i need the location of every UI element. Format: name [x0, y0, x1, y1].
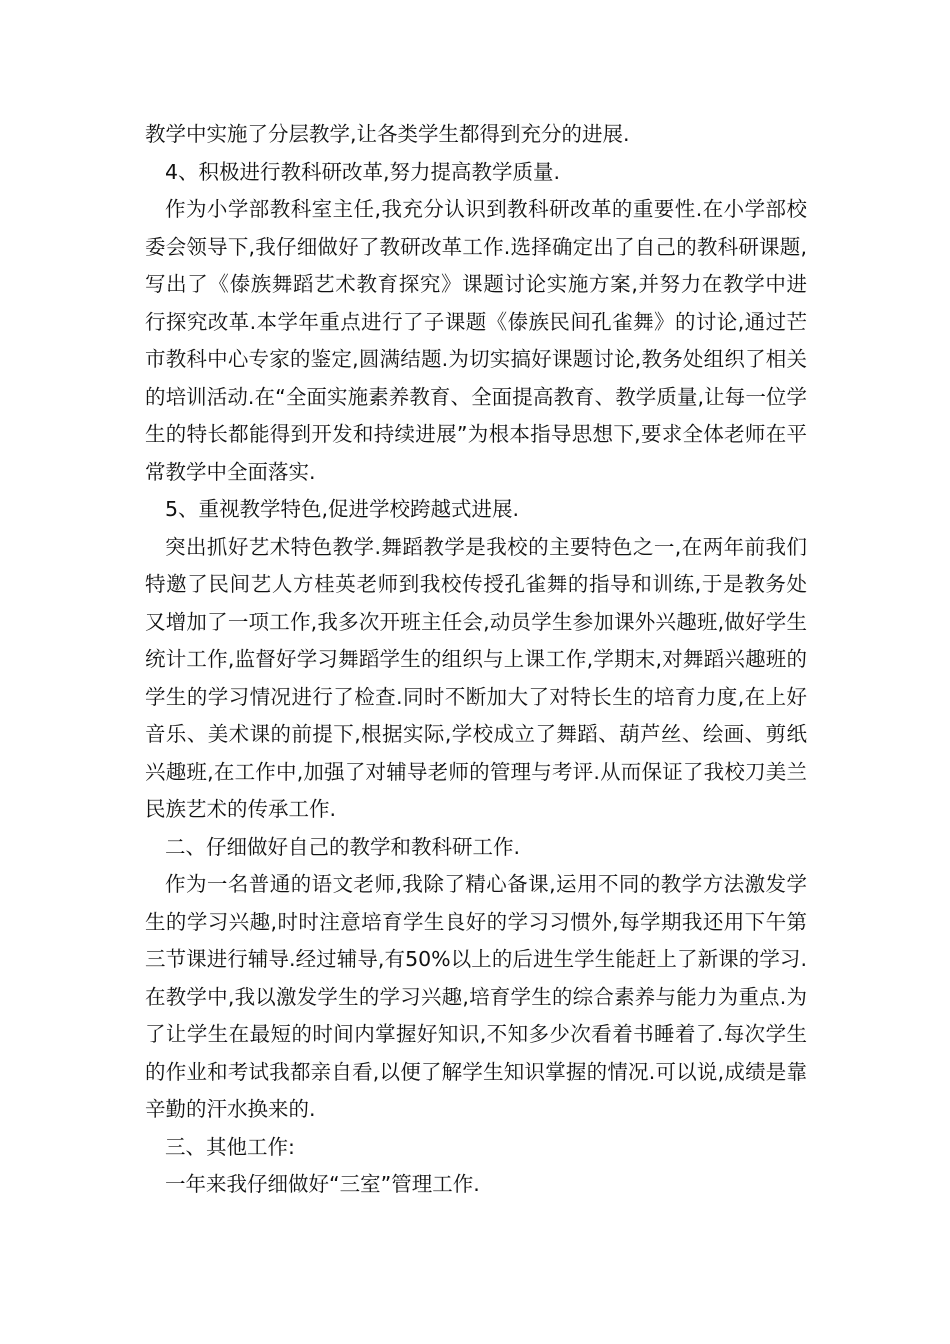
heading-item-5: 5、重视教学特色,促进学校跨越式进展. [165, 497, 520, 521]
heading-item-4: 4、积极进行教科研改革,努力提高教学质量. [165, 159, 561, 184]
paragraph-research-reform: 作为小学部教科室主任,我充分认识到教科研改革的重要性.在小学部校委会领导下,我仔细做好了教研改革工作.选择确定出了自己的教科研课题,写出了《傣族舞蹈艺术教育探究》课题讨论实施方案,并努力在教学中进行探究改革.本学年重点进行了子课题《傣族民间孔雀舞》的讨论,通过芒市教科中心专家的鉴定,圆满结题.为切实搞好课题讨论,教务处组织了相关的培训活动.在“全面实施素养教育、全面提高教育、教学质量,让每一位学生的特长都能得到开发和持续进展”为根本指导思想下,要求全体老师在平常教学中全面落实. [145, 197, 807, 484]
paragraph-three-rooms: 一年来我仔细做好“三室”管理工作. [165, 1172, 480, 1196]
paragraph-art-teaching: 突出抓好艺术特色教学.舞蹈教学是我校的主要特色之一,在两年前我们特邀了民间艺人方桂英老师到我校传授孔雀舞的指导和训练,于是教务处又增加了一项工作,我多次开班主任会,动员学生参加课外兴趣班,做好学生统计工作,监督好学习舞蹈学生的组织与上课工作,学期末,对舞蹈兴趣班的学生的学习情况进行了检查.同时不断加大了对特长生的培育力度,在上好音乐、美术课的前提下,根据实际,学校成立了舞蹈、葫芦丝、绘画、剪纸兴趣班,在工作中,加强了对辅导老师的管理与考评.从而保证了我校刀美兰民族艺术的传承工作. [145, 534, 807, 821]
paragraph-continuation: 教学中实施了分层教学,让各类学生都得到充分的进展. [145, 122, 630, 146]
document-body [145, 116, 807, 1204]
paragraph-own-teaching: 作为一名普通的语文老师,我除了精心备课,运用不同的教学方法激发学生的学习兴趣,时时注意培育学生良好的学习习惯外,每学期我还用下午第三节课进行辅导.经过辅导,有50%以上的后进生学生能赶上了新课的学习.在教学中,我以激发学生的学习兴趣,培育学生的综合素养与能力为重点.为了让学生在最短的时间内掌握好知识,不知多少次看着书睡着了.每次学生的作业和考试我都亲自看,以便了解学生知识掌握的情况.可以说,成绩是靠辛勤的汗水换来的. [145, 872, 807, 1121]
heading-section-3: 三、其他工作: [165, 1134, 295, 1159]
heading-section-2: 二、仔细做好自己的教学和教科研工作. [165, 834, 521, 859]
